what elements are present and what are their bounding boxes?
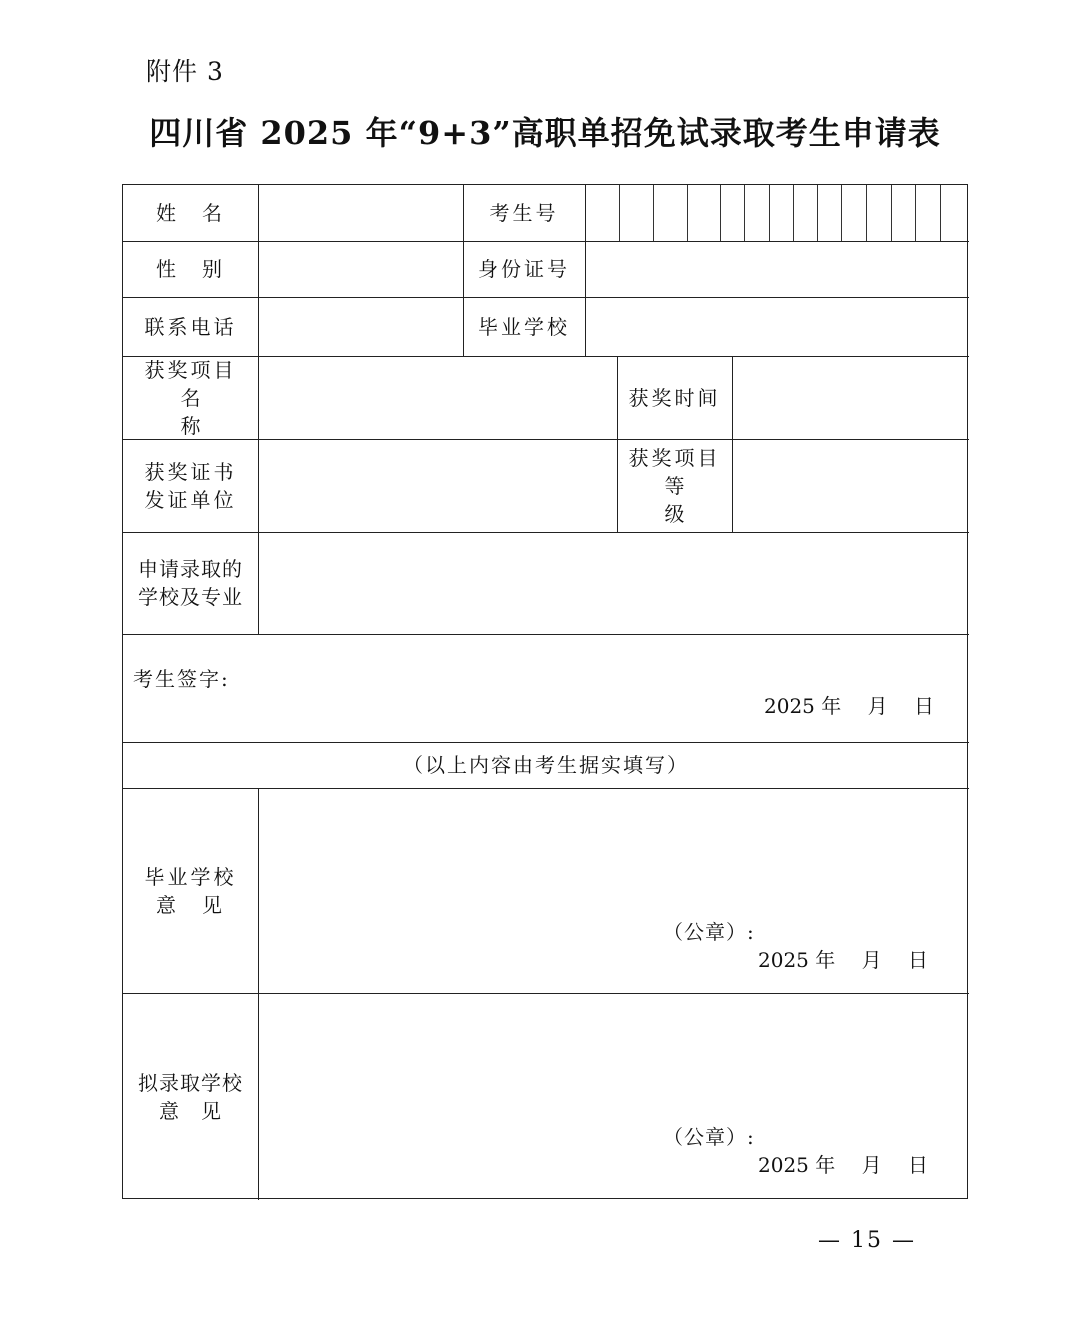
- admit-seal-label: （公章）:: [663, 1125, 755, 1149]
- name-label: 姓 名: [156, 201, 225, 225]
- admit-opinion-label: [123, 993, 258, 1200]
- award-level-field[interactable]: [733, 439, 969, 532]
- gender-field[interactable]: [259, 241, 463, 297]
- grad-opinion-label: [123, 788, 258, 993]
- id-number-label: 身份证号: [478, 257, 570, 281]
- award-time-label: 获奖时间: [628, 385, 721, 410]
- phone-label: 联系电话: [144, 314, 237, 339]
- award-project-label: [123, 356, 258, 439]
- award-project-field[interactable]: [259, 356, 617, 439]
- gender-label: 性 别: [156, 257, 225, 281]
- grad-opinion-date: 2025 年 月 日: [758, 948, 928, 972]
- signature-field[interactable]: [123, 634, 969, 742]
- grad-school-label: 毕业学校: [478, 314, 570, 339]
- page-number: — 15 —: [818, 1228, 916, 1253]
- award-project-label-char-b: 称: [180, 413, 201, 438]
- award-level-label-line1: 获奖项目: [628, 445, 721, 470]
- signature-date: 2025 年 月 日: [764, 694, 934, 718]
- form-title: 四川省 2025 年“9+3”高职单招免试录取考生申请表: [149, 114, 941, 152]
- application-form: [122, 184, 968, 1199]
- apply-school-major-field[interactable]: [259, 532, 969, 634]
- apply-label-line2: 学校及专业: [138, 585, 243, 609]
- exam-no-field[interactable]: [586, 185, 969, 241]
- grad-opinion-label-line1: 毕业学校: [144, 864, 237, 889]
- award-time-field[interactable]: [733, 356, 969, 439]
- admit-opinion-label-line2: 意 见: [159, 1098, 222, 1123]
- cert-issuer-label-line2: 发证单位: [144, 487, 237, 512]
- name-field[interactable]: [259, 185, 463, 241]
- award-level-label: [617, 439, 732, 532]
- grad-seal-label: （公章）:: [663, 920, 755, 944]
- exam-no-label: 考生号: [489, 201, 559, 225]
- signature-label: 考生签字:: [133, 667, 230, 691]
- award-level-label-line2: [638, 472, 712, 528]
- admit-opinion-date: 2025 年 月 日: [758, 1153, 928, 1177]
- phone-field[interactable]: [259, 297, 463, 356]
- fill-note: （以上内容由考生据实填写）: [403, 753, 689, 777]
- cert-issuer-label: [123, 439, 258, 532]
- award-level-label-char-a: 等: [664, 473, 685, 498]
- admit-opinion-label-line1: 拟录取学校: [138, 1070, 243, 1095]
- apply-label-line1: 申请录取的: [138, 557, 243, 581]
- award-level-label-char-b: 级: [664, 501, 685, 526]
- cert-issuer-label-line1: 获奖证书: [144, 459, 237, 484]
- cert-issuer-field[interactable]: [259, 439, 617, 532]
- award-project-label-char-a: 名: [180, 385, 201, 410]
- attachment-label: 附件 3: [146, 57, 224, 86]
- award-project-label-line2: [148, 384, 234, 440]
- id-number-field[interactable]: [586, 241, 969, 297]
- apply-school-major-label: [123, 532, 258, 634]
- grad-school-field[interactable]: [586, 297, 969, 356]
- grad-opinion-label-line2: 意 见: [156, 892, 225, 917]
- award-project-label-line1: 获奖项目: [144, 357, 237, 382]
